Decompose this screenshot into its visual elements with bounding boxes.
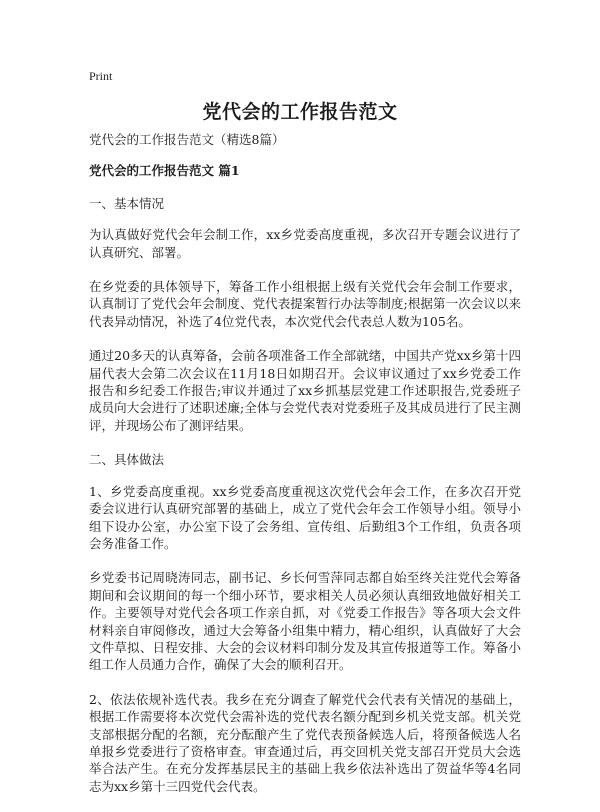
heading-specific-practices: 二、具体做法 [89, 452, 165, 468]
paragraph: 2、依法依规补选代表。我乡在充分调查了解党代会代表有关情况的基础上，根据工作需要将本次党代会需补选的党代表名额分配到乡机关党支部。机关党支部根据分配的名额，充分酝酿产生了党代表预备候选人后，将预备候选人名单报乡党委进行了资格审查。审查通过后，再交回机关党支部召开党员大会选举合法产生。在充分发挥基层民主的基础上我乡依法补选出了贺益华等4名同志为xx乡第十三四党代会代表。 [89, 691, 521, 794]
heading-basic-situation: 一、基本情况 [89, 195, 165, 211]
paragraph: 通过20多天的认真筹备，会前各项准备工作全部就绪，中国共产党xx乡第十四届代表大会第二次会议在11月18日如期召开。会议审议通过了xx乡党委工作报告和乡纪委工作报告;审议并通过了xx乡抓基层党建工作述职报告,党委班子成员向大会进行了述职述廉;全体与会党代表对党委班子及其成员进行了民主测评，并现场公布了测评结果。 [89, 348, 521, 433]
paragraph: 1、乡党委高度重视。xx乡党委高度重视这次党代会年会工作，在多次召开党委会议进行认真研究部署的基础上，成立了党代会年会工作领导小组。领导小组下设办公室，办公室下设了会务组、宣传组、后勤组3个工作组，负责各项会务准备工作。 [89, 483, 521, 551]
document-title: 党代会的工作报告范文 [202, 101, 398, 123]
paragraph: 为认真做好党代会年会制工作，xx乡党委高度重视，多次召开专题会议进行了认真研究、部署。 [89, 227, 521, 260]
print-label: Print [89, 69, 113, 83]
paragraph: 乡党委书记周晓涛同志，副书记、乡长何雪萍同志都自始至终关注党代会筹备期间和会议期间的每一个细小环节，要求相关人员必须认真细致地做好相关工作。主要领导对党代会各项工作亲自抓，对《党委工作报告》等各项大会文件材料亲自审阅修改，通过大会筹备小组集中精力，精心组织，认真做好了大会文件草拟、日程安排、大会的会议材料印制分发及其宣传报道等工作。筹备小组工作人员通力合作，确保了大会的顺利召开。 [89, 570, 521, 673]
document-subtitle: 党代会的工作报告范文（精选8篇） [89, 132, 285, 147]
section-title: 党代会的工作报告范文 篇1 [89, 163, 240, 179]
document-body [89, 131, 521, 812]
paragraph: 在乡党委的具体领导下，筹备工作小组根据上级有关党代会年会制工作要求，认真制订了党代会年会制度、党代表提案暂行办法等制度;根据第一次会议以来代表异动情况，补选了4位党代表，本次党代会代表总人数为105名。 [89, 279, 521, 329]
